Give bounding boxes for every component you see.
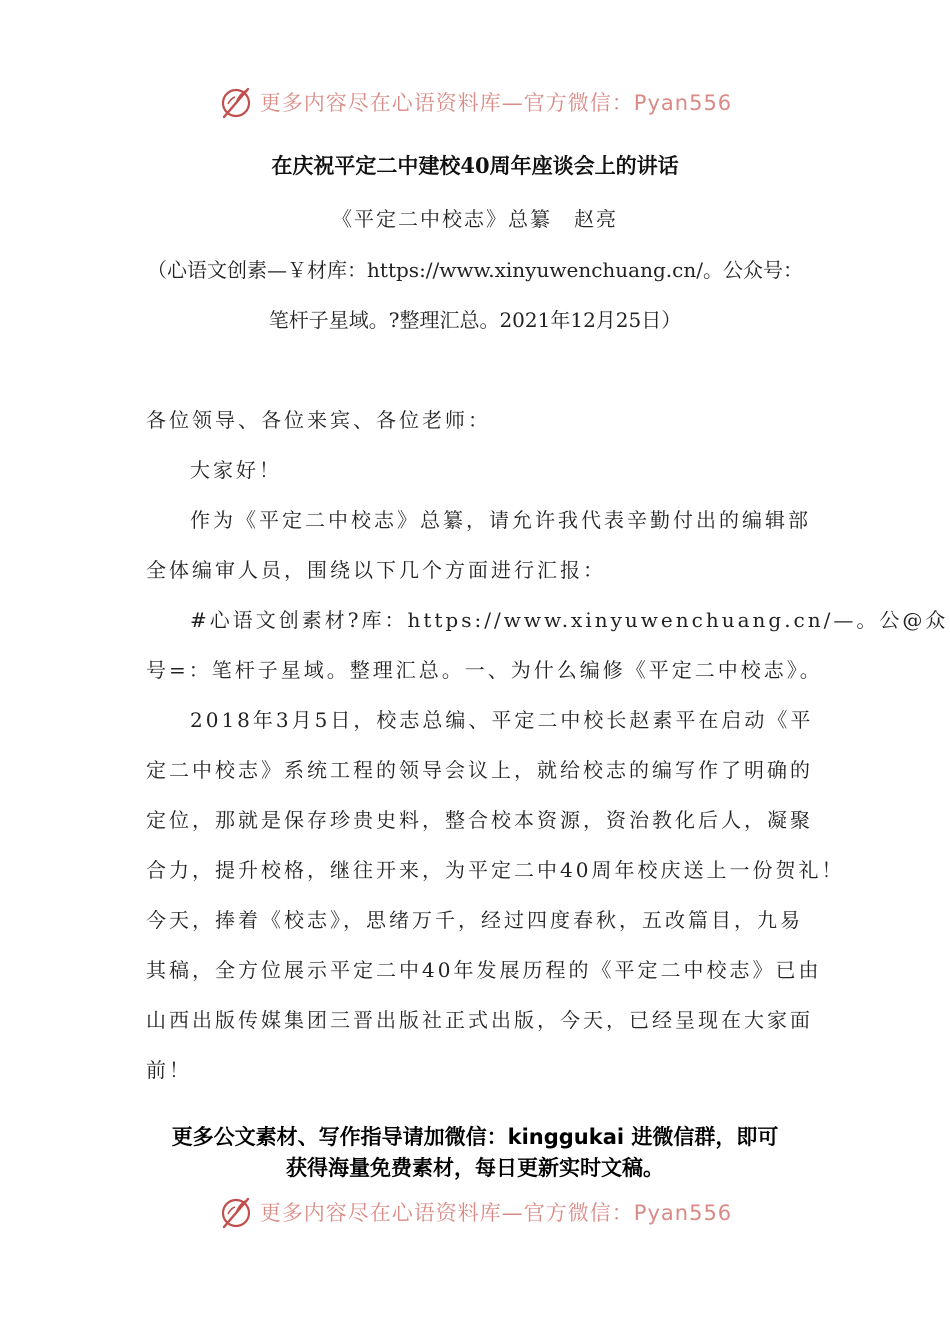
body-line: 前！ — [146, 1058, 192, 1082]
body-line: 合力，提升校格，继往开来，为平定二中40周年校庆送上一份贺礼！ — [146, 858, 845, 882]
promo-line-1: 更多公文素材、写作指导请加微信：kinggukai 进微信群，即可 — [171, 1125, 779, 1149]
body-line: 定二中校志》系统工程的领导会议上，就给校志的编写作了明确的 — [146, 758, 813, 782]
quill-logo-icon — [218, 1194, 254, 1230]
watermark-text: 更多内容尽在心语资料库—官方微信：Pyan556 — [259, 1201, 733, 1225]
salutation: 各位领导、各位来宾、各位老师： — [146, 408, 491, 432]
promo-line-2: 获得海量免费素材，每日更新实时文稿。 — [286, 1156, 664, 1180]
body-line: 全体编审人员，围绕以下几个方面进行汇报： — [146, 558, 606, 582]
body-line: 定位，那就是保存珍贵史料，整合校本资源，资治教化后人，凝聚 — [146, 808, 813, 832]
document-title: 在庆祝平定二中建校40周年座谈会上的讲话 — [271, 153, 679, 178]
watermark-text: 更多内容尽在心语资料库—官方微信：Pyan556 — [259, 91, 733, 115]
body-line: 2018年3月5日，校志总编、平定二中校长赵素平在启动《平 — [190, 708, 814, 732]
body-line: #心语文创素材?库：https://www.xinyuwenchuang.cn/—。公@众 — [190, 608, 949, 632]
body-line: 其稿，全方位展示平定二中40年发展历程的《平定二中校志》已由 — [146, 958, 822, 982]
header-watermark — [0, 82, 950, 122]
body-line: 今天，捧着《校志》，思绪万千，经过四度春秋，五改篇目，九易 — [146, 908, 803, 932]
greeting: 大家好！ — [190, 458, 282, 482]
source-note-line-2: 笔杆子星域。?整理汇总。2021年12月25日） — [268, 308, 682, 332]
body-line: 作为《平定二中校志》总纂，请允许我代表辛勤付出的编辑部 — [190, 508, 811, 532]
quill-logo-icon — [218, 84, 254, 120]
body-line: 山西出版传媒集团三晋出版社正式出版，今天，已经呈现在大家面 — [146, 1008, 813, 1032]
body-line: 号=：笔杆子星域。整理汇总。一、为什么编修《平定二中校志》。 — [146, 658, 823, 682]
footer-watermark — [0, 1192, 950, 1232]
source-note-line-1: （心语文创素—￥材库：https://www.xinyuwenchuang.cn/。公众号： — [147, 258, 803, 282]
document-subtitle: 《平定二中校志》总纂 赵亮 — [332, 207, 618, 231]
